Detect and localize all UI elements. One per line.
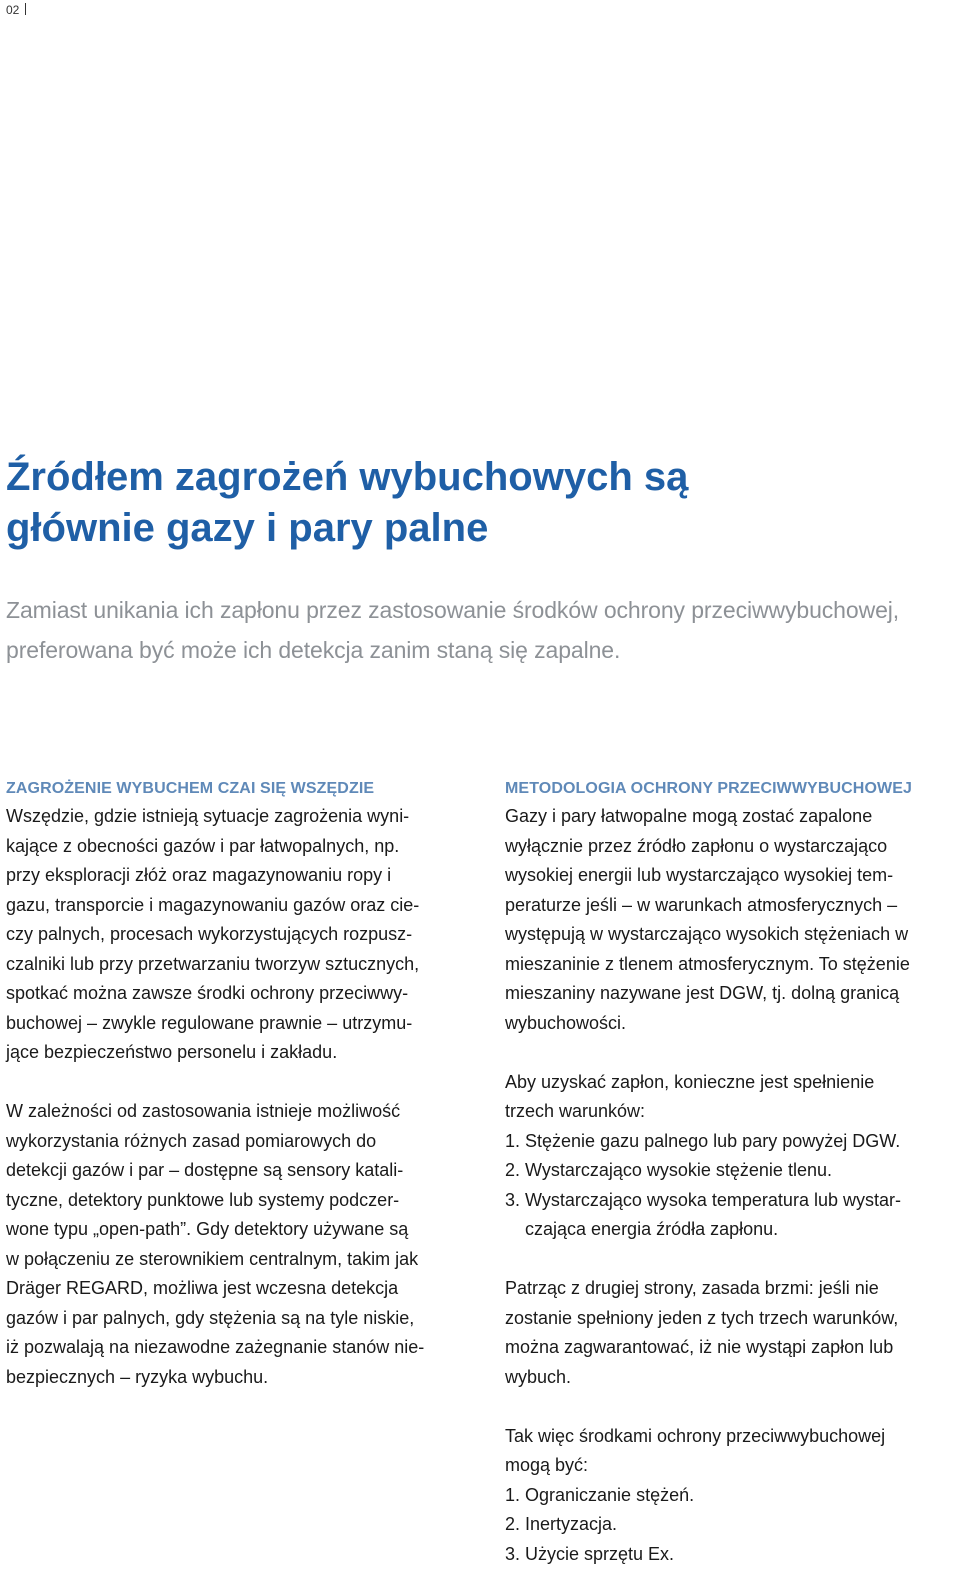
paragraph-principle [505, 1274, 957, 1392]
text-line: wysokiej energii lub wystarczająco wysokiej tem- [505, 865, 894, 885]
text-line: wybuchowości. [505, 1012, 627, 1033]
page-title [6, 452, 906, 554]
text-line: Wszędzie, gdzie istnieją sytuacje zagrożenia wyni- [6, 806, 410, 826]
lead-line: preferowana być może ich detekcja zanim staną się zapalne. [6, 637, 621, 663]
list-item: 2. Inertyzacja. [505, 1514, 618, 1534]
ignition-conditions-list [505, 1127, 957, 1245]
lead-text [6, 590, 956, 670]
text-line: trzech warunków: [505, 1101, 646, 1121]
paragraph-explosion-risk [6, 802, 476, 1068]
paragraph-gap [6, 1068, 476, 1098]
page-number-separator [25, 3, 26, 15]
page-number [6, 2, 26, 18]
page-title-line: Źródłem zagrożeń wybuchowych są [6, 455, 689, 499]
text-line: mieszaniny nazywane jest DGW, tj. dolną granicą [505, 983, 900, 1003]
text-line: w połączeniu ze sterownikiem centralnym, takim jak [6, 1248, 419, 1269]
text-line: wykorzystania różnych zasad pomiarowych do [6, 1130, 377, 1151]
right-column [505, 776, 957, 1569]
text-line: wyłącznie przez źródło zapłonu o wystarczająco [505, 835, 888, 856]
text-line: przy eksploracji złóż oraz magazynowaniu ropy i [6, 865, 392, 885]
text-line: Tak więc środkami ochrony przeciwwybuchowej [505, 1425, 886, 1446]
text-line: peraturze jeśli – w warunkach atmosferycznych – [505, 894, 898, 915]
text-line: występują w wystarczająco wysokich stężeniach w [505, 924, 909, 944]
text-line: bezpiecznych – ryzyka wybuchu. [6, 1366, 269, 1387]
paragraph-protection-measures-intro [505, 1422, 957, 1481]
text-line: tyczne, detektory punktowe lub systemy podczer- [6, 1189, 400, 1210]
text-line: kające z obecności gazów i par łatwopalnych, np. [6, 835, 400, 856]
text-line: zostanie spełniony jeden z tych trzech warunków, [505, 1307, 899, 1328]
text-line: mogą być: [505, 1455, 589, 1475]
page-title-line: głównie gazy i pary palne [6, 506, 489, 550]
paragraph-measurement-principles [6, 1097, 476, 1392]
text-line: można zagwarantować, iż nie wystąpi zapłon lub [505, 1337, 894, 1357]
text-line: W zależności od zastosowania istnieje możliwość [6, 1101, 401, 1121]
list-item: 1. Stężenie gazu palnego lub pary powyżej DGW. [505, 1130, 901, 1151]
list-item-text: 3. Wystarczająco wysoka temperatura lub wystar- [505, 1189, 901, 1210]
list-item-continuation: czająca energia źródła zapłonu. [525, 1219, 779, 1239]
text-line: iż pozwalają na niezawodne zażegnanie stanów nie- [6, 1337, 425, 1357]
page-number-text: 02 [6, 3, 20, 17]
lead-line: Zamiast unikania ich zapłonu przez zastosowanie środków ochrony przeciwwybuchowej, [6, 597, 900, 623]
text-line: mieszaninie z tlenem atmosferycznym. To stężenie [505, 953, 910, 974]
paragraph-gap [505, 1038, 957, 1068]
text-line: Aby uzyskać zapłon, konieczne jest spełnienie [505, 1071, 875, 1092]
text-line: Gazy i pary łatwopalne mogą zostać zapalone [505, 806, 873, 826]
text-line: Patrząc z drugiej strony, zasada brzmi: jeśli nie [505, 1278, 879, 1298]
section-heading-methodology: METODOLOGIA OCHRONY PRZECIWWYBUCHOWEJ [505, 780, 912, 797]
text-line: wone typu „open-path”. Gdy detektory używane są [6, 1219, 409, 1239]
paragraph-ignition-sources [505, 802, 957, 1038]
list-item: 2. Wystarczająco wysokie stężenie tlenu. [505, 1160, 832, 1180]
paragraph-ignition-conditions-intro [505, 1068, 957, 1127]
text-line: buchowej – zwykle regulowane prawnie – utrzymu- [6, 1012, 413, 1033]
paragraph-gap [505, 1392, 957, 1422]
text-line: Dräger REGARD, możliwa jest wczesna detekcja [6, 1278, 399, 1298]
text-line: spotkać można zawsze środki ochrony przeciwwy- [6, 983, 409, 1003]
list-item: 3. Użycie sprzętu Ex. [505, 1543, 675, 1564]
text-line: wybuch. [505, 1366, 572, 1387]
section-heading-explosion-risk: ZAGROŻENIE WYBUCHEM CZAI SIĘ WSZĘDZIE [6, 780, 375, 797]
paragraph-gap [505, 1245, 957, 1275]
text-line: czy palnych, procesach wykorzystujących rozpusz- [6, 924, 413, 944]
protection-measures-list [505, 1481, 957, 1570]
text-line: czalniki lub przy przetwarzaniu tworzyw sztucznych, [6, 953, 420, 974]
text-line: detekcji gazów i par – dostępne są sensory katali- [6, 1160, 404, 1180]
list-item: 1. Ograniczanie stężeń. [505, 1484, 695, 1505]
text-line: gazów i par palnych, gdy stężenia są na tyle niskie, [6, 1307, 415, 1328]
text-line: gazu, transporcie i magazynowaniu gazów oraz cie- [6, 894, 420, 915]
left-column [6, 776, 476, 1392]
text-line: jące bezpieczeństwo personelu i zakładu. [6, 1042, 338, 1062]
list-item [505, 1186, 957, 1245]
